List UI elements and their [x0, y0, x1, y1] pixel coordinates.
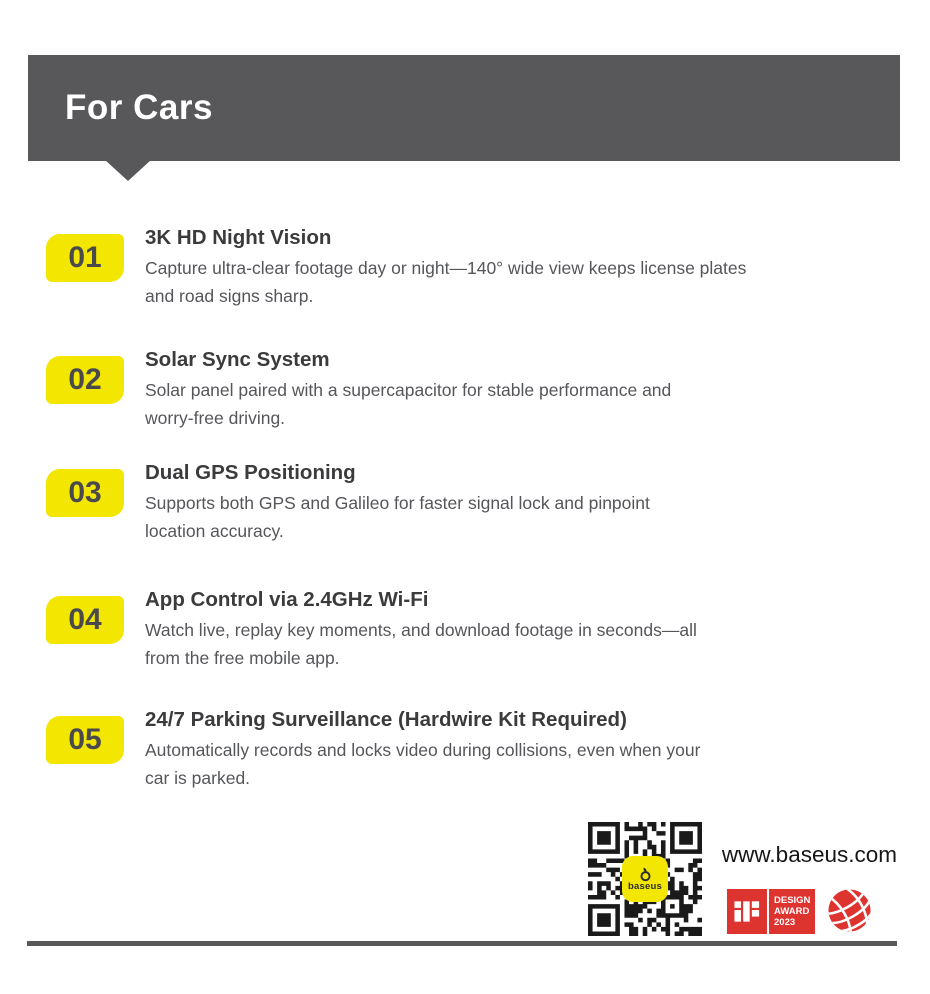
header-banner — [28, 55, 900, 161]
feature-desc-line: worry-free driving. — [145, 408, 286, 428]
feature-item-04 — [46, 588, 697, 672]
bottom-divider-bar — [27, 941, 897, 946]
feature-number: 05 — [68, 723, 102, 756]
reddot-globe-icon — [826, 887, 873, 934]
baseus-logo — [624, 858, 666, 900]
if-logo-icon — [733, 899, 762, 924]
feature-item-02 — [46, 348, 671, 432]
if-design-award-text — [769, 889, 815, 934]
page-title: For Cars — [65, 88, 213, 127]
qr-code — [585, 819, 705, 939]
if-award-line: AWARD — [774, 906, 810, 917]
feature-number-badge — [46, 356, 124, 404]
feature-number-badge — [46, 596, 124, 644]
feature-title: Solar Sync System — [145, 348, 330, 371]
feature-number: 04 — [68, 603, 102, 636]
website-url: www.baseus.com — [721, 842, 897, 867]
feature-number-badge — [46, 234, 124, 282]
feature-desc-line: Supports both GPS and Galileo for faster signal lock and pinpoint — [145, 493, 650, 513]
feature-title: 3K HD Night Vision — [145, 226, 332, 249]
feature-desc-line: Watch live, replay key moments, and download footage in seconds—all — [145, 620, 697, 640]
feature-number: 01 — [68, 241, 102, 274]
if-design-award-logo — [727, 889, 767, 934]
feature-desc-line: Solar panel paired with a supercapacitor for stable performance and — [145, 380, 672, 400]
feature-item-03 — [46, 461, 650, 545]
feature-desc-line: from the free mobile app. — [145, 648, 340, 668]
feature-item-05 — [46, 708, 700, 792]
banner-pointer-triangle — [105, 160, 151, 181]
if-award-line: 2023 — [774, 917, 796, 928]
feature-desc-line: and road signs sharp. — [145, 286, 314, 306]
if-award-line: DESIGN — [774, 895, 811, 906]
baseus-b-icon — [638, 867, 653, 882]
feature-title: App Control via 2.4GHz Wi-Fi — [145, 588, 429, 611]
baseus-wordmark: baseus — [628, 880, 662, 892]
feature-item-01 — [46, 226, 746, 310]
feature-number: 02 — [68, 363, 102, 396]
feature-desc-line: location accuracy. — [145, 521, 284, 541]
feature-title: 24/7 Parking Surveillance (Hardwire Kit Required) — [145, 708, 627, 731]
feature-desc-line: Automatically records and locks video during collisions, even when your — [145, 740, 701, 760]
feature-title: Dual GPS Positioning — [145, 461, 356, 484]
feature-number: 03 — [68, 476, 102, 509]
feature-number-badge — [46, 469, 124, 517]
feature-desc-line: car is parked. — [145, 768, 251, 788]
feature-desc-line: Capture ultra-clear footage day or night—140° wide view keeps license plates — [145, 258, 747, 278]
reddot-award-logo — [826, 887, 873, 934]
feature-number-badge — [46, 716, 124, 764]
